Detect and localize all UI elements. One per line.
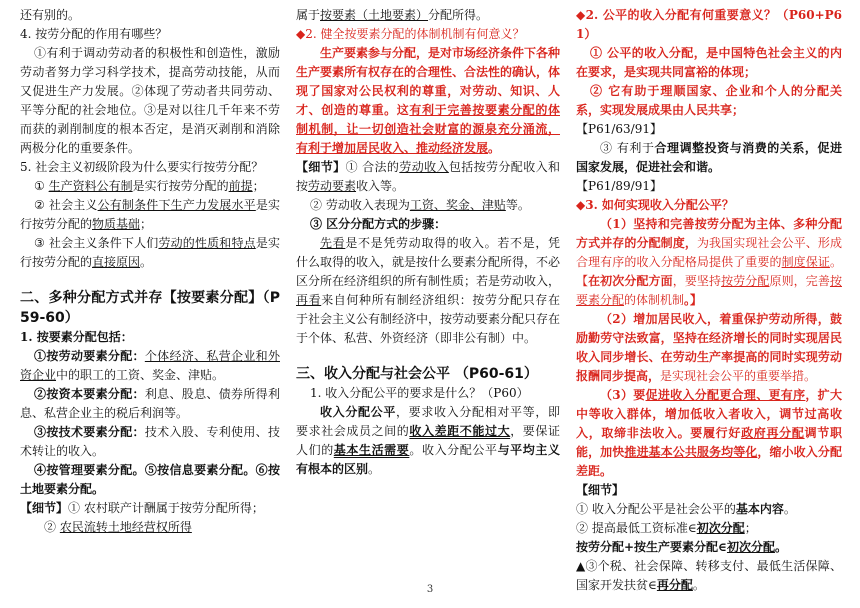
key-term: 劳动要素 xyxy=(308,179,357,193)
reason-1-key: 生产资料公有制 xyxy=(48,179,133,193)
method-1-title: （1）坚持和完善按劳分配为主体、多种分配方式并存的分配制度， xyxy=(576,217,842,250)
factor-capital-text: 利息、股息、债券所得利息、私营企业主的税后利润等。 xyxy=(20,387,280,420)
answer-2-end: 。 xyxy=(488,141,501,155)
key-term: 按劳分配 xyxy=(721,274,770,288)
reason-3 xyxy=(20,234,280,272)
text: （3）要 xyxy=(600,388,646,402)
reason-1-end: ； xyxy=(252,179,265,193)
section-heading-3: 三、收入分配与社会公平 （P60-61） xyxy=(296,366,538,382)
factor-labor-text: 中的职工的工资、奖金、津贴。 xyxy=(56,368,225,382)
key-term: 收入差距不能过大 xyxy=(409,424,511,438)
reason-2-key: 公有制条件下生产力发展水平 xyxy=(97,198,256,212)
text: 。 xyxy=(692,578,705,592)
detail-label: 【细节】 xyxy=(20,501,69,515)
text: ① 收入分配公平是社会公平的 xyxy=(576,502,736,516)
detail-1 xyxy=(576,500,842,519)
factor-others: ④按管理要素分配。⑤按信息要素分配。⑥按土地要素分配。 xyxy=(20,463,280,496)
text: 等。 xyxy=(505,198,530,212)
column-middle xyxy=(296,6,560,479)
detail-label: 【细节】 xyxy=(296,160,346,174)
detail-1-text: ① 农村联产计酬属于按劳分配所得； xyxy=(68,501,264,515)
method-2-text: （2）增加居民收入，着重保护劳动所得，鼓励勤劳守法致富，坚持在经济增长的同时实现居民收入同步增长、在劳动生产率提高的同时实现劳动报酬同步提高， xyxy=(576,312,842,383)
key-term: 政府再分配 xyxy=(741,426,805,440)
text: 。 xyxy=(368,462,381,476)
detail-label: 【细节】 xyxy=(576,483,625,497)
text-line: 还有别的。 xyxy=(20,8,81,22)
key-term: 初次分配 xyxy=(696,521,745,535)
detail-2-text: 农民流转土地经营权所得 xyxy=(59,520,192,534)
step-first: 先看 xyxy=(320,236,346,250)
answer-2-2: ② 它有助于理顺国家、企业和个人的分配关系，实现发展成果由人民共享； xyxy=(576,84,842,117)
reason-3-key: 劳动的性质和特点 xyxy=(158,236,256,250)
factor-tech-text: 技术入股、专利使用、技术转让的收入。 xyxy=(20,425,280,458)
text: 属于 xyxy=(296,8,321,22)
answer-2-this: 这 xyxy=(396,103,410,117)
detail-3 xyxy=(576,538,842,557)
factor-labor-label: ①按劳动要素分配： xyxy=(34,349,145,363)
answer-2-part2: 有利于完善按要素分配的体制机制，让一切创造社会财富的源泉充分涌流， xyxy=(296,103,560,136)
reason-1 xyxy=(20,177,280,196)
answer-2-part1: 生产要素参与分配，是对市场经济条件下各种生产要素所有权存在的合理性、合法性的确认，体现了国家对公民权利的尊重，对劳动、知识、人才、创造的尊重。 xyxy=(296,46,561,117)
text: 是不是凭劳动取得的收入。若不是，凭什么取得的收入，就是按什么要素分配所得，不必区分所在经济组织的所有制性质；若是劳动收入， xyxy=(296,236,561,288)
text: 包括按劳分配收入和按 xyxy=(296,160,560,193)
reason-1-term: 前提 xyxy=(228,179,253,193)
question-5: 5. 社会主义初级阶段为什么要实行按劳分配？ xyxy=(20,160,264,174)
step-then: 再看 xyxy=(296,293,322,307)
text: ② 提高最低工资标准∈ xyxy=(576,521,697,535)
text: 来自何种所有制经济组织：按劳分配只存在于社会主义公有制经济中，按劳动要素分配只存在于个体、私营、外资经济（即非公有制）中。 xyxy=(296,293,561,345)
key-term: 在初次分配方面 xyxy=(588,274,673,288)
detail-1 xyxy=(296,158,560,196)
text: 为我国实现社会公平、形成合理有序的收入分配格局提供了重要的 xyxy=(576,236,842,269)
detail-3-text xyxy=(296,234,560,348)
answer-2-part3: 有利于增加居民收入、推动经济发展 xyxy=(296,141,489,155)
reason-2-num: ② 社会主义 xyxy=(34,198,98,212)
text: 的体制机制 xyxy=(624,293,685,307)
text: ② 劳动收入表现为 xyxy=(310,198,410,212)
answer-4: ①有利于调动劳动者的积极性和创造性，激励劳动者努力学习科学技术，提高劳动技能，从而又促进生产力发展。②体现了劳动者共同劳动、平等分配的社会地位。③是对以往几千年来不劳而获的剥削制度的根本否定，是消灭剥削和消除两极分化的重要条件。 xyxy=(20,46,280,155)
method-2 xyxy=(576,310,842,386)
key-term: 收入分配公平 xyxy=(320,405,396,419)
text: ，扩大中等收入群体，增加低收入者收入，调节过高收入，取缔非法收入。要履行好 xyxy=(576,388,842,440)
question-2: ◆2. 公平的收入分配有何重要意义？（P60+P61） xyxy=(576,8,842,41)
factor-capital-label: ②按资本要素分配： xyxy=(34,387,145,401)
question-1: 1. 收入分配公平的要求是什么？（P60） xyxy=(310,386,529,400)
answer-2-3 xyxy=(576,139,842,177)
method-3 xyxy=(576,386,842,481)
detail-2 xyxy=(576,519,842,538)
column-right xyxy=(576,6,842,595)
question-4: 4. 按劳分配的作用有哪些？ xyxy=(20,27,168,41)
text: 调节职能，加快 xyxy=(576,426,842,459)
text: ，要保证人们的 xyxy=(296,424,560,457)
factor-labor-key: 个体经济、私营企业和外资企业 xyxy=(20,349,280,382)
text: 。 xyxy=(774,540,787,554)
answer-2-1: ① 公平的收入分配，是中国特色社会主义的内在要求，是实现共同富裕的体现； xyxy=(576,46,842,79)
reference-2: 【P61/89/91】 xyxy=(576,179,662,193)
reason-1-text: 是实行按劳分配的 xyxy=(132,179,229,193)
text: 。 xyxy=(783,502,796,516)
reason-2-text: 是实行按劳分配的 xyxy=(20,198,280,231)
key-term: 推进基本公共服务均等化 xyxy=(624,445,758,459)
question-2: ◆2. 健全按要素分配的体制机制有何意义？ xyxy=(296,27,525,41)
detail-2 xyxy=(20,518,280,537)
text: 分配所得。 xyxy=(428,8,489,22)
section-heading-2: 二、多种分配方式并存【按要素分配】（P59-60） xyxy=(20,290,280,326)
key-term: 与平均主义有根本的区别 xyxy=(296,443,560,476)
answer-2 xyxy=(296,44,560,158)
text: 按劳分配+按生产要素分配∈ xyxy=(576,540,727,554)
key-term: 促进收入分配更合理、更有序 xyxy=(645,388,806,402)
text: 。】 xyxy=(684,293,703,307)
text: ③ 有利于 xyxy=(600,141,655,155)
key-term: 初次分配 xyxy=(726,540,775,554)
key-term: 基本内容 xyxy=(735,502,784,516)
reason-3-term: 直接原因 xyxy=(92,255,141,269)
text: 是实现社会公平的重要举措。 xyxy=(660,369,817,383)
detail-2-num: ② xyxy=(44,520,60,534)
key-term: 制度保证 xyxy=(781,255,830,269)
reason-3-end: 。 xyxy=(140,255,153,269)
key-term: 基本生活需要 xyxy=(333,443,410,457)
method-1 xyxy=(576,215,842,310)
text: ； xyxy=(744,521,757,535)
detail-2 xyxy=(296,196,560,215)
key-term: 合理调整投资与消费的关系，促进国家发展，促进社会和谐。 xyxy=(576,141,842,174)
reason-1-num: ① xyxy=(34,179,45,193)
key-term: 按要素（土地要素） xyxy=(320,8,429,22)
factor-capital xyxy=(20,385,280,423)
key-term: 劳动收入 xyxy=(399,160,449,174)
factor-tech-label: ③按技术要素分配： xyxy=(34,425,145,439)
text: 。收入分配公平 xyxy=(409,443,498,457)
reference-1: 【P61/63/91】 xyxy=(576,122,662,136)
detail-1 xyxy=(20,499,280,518)
question-3: ◆3. 如何实现收入分配公平？ xyxy=(576,198,734,212)
reason-2-end: ； xyxy=(140,217,153,231)
text: 原则，完善 xyxy=(769,274,830,288)
text: ▲③个税、社会保障、转移支付、最低生活保障、国家开发扶贫∈ xyxy=(576,559,842,592)
subsection-1: 1. 按要素分配包括： xyxy=(20,330,133,344)
key-term: 按要素分配 xyxy=(576,274,842,307)
answer-1 xyxy=(296,403,560,479)
column-left xyxy=(20,6,280,537)
detail-3-heading: ③ 区分分配方式的步骤： xyxy=(310,217,447,231)
reason-3-num: ③ 社会主义条件下人们 xyxy=(34,236,159,250)
factor-labor xyxy=(20,347,280,385)
text: ，要坚持 xyxy=(672,274,722,288)
factor-tech xyxy=(20,423,280,461)
reason-2 xyxy=(20,196,280,234)
key-term: 再分配 xyxy=(656,578,693,592)
text: ，要求收入分配相对平等，即要求社会成员之间的 xyxy=(296,405,560,438)
detail-continued xyxy=(296,6,560,25)
text: 。【 xyxy=(576,255,842,288)
text: ① 合法的 xyxy=(345,160,400,174)
text: ，缩小收入分配差距。 xyxy=(576,445,842,478)
reason-3-text: 是实行按劳分配的 xyxy=(20,236,280,269)
text: 收入等。 xyxy=(356,179,405,193)
key-term: 工资、奖金、津贴 xyxy=(409,198,506,212)
reason-2-term: 物质基础 xyxy=(92,217,141,231)
page-number: 3 xyxy=(426,584,434,595)
